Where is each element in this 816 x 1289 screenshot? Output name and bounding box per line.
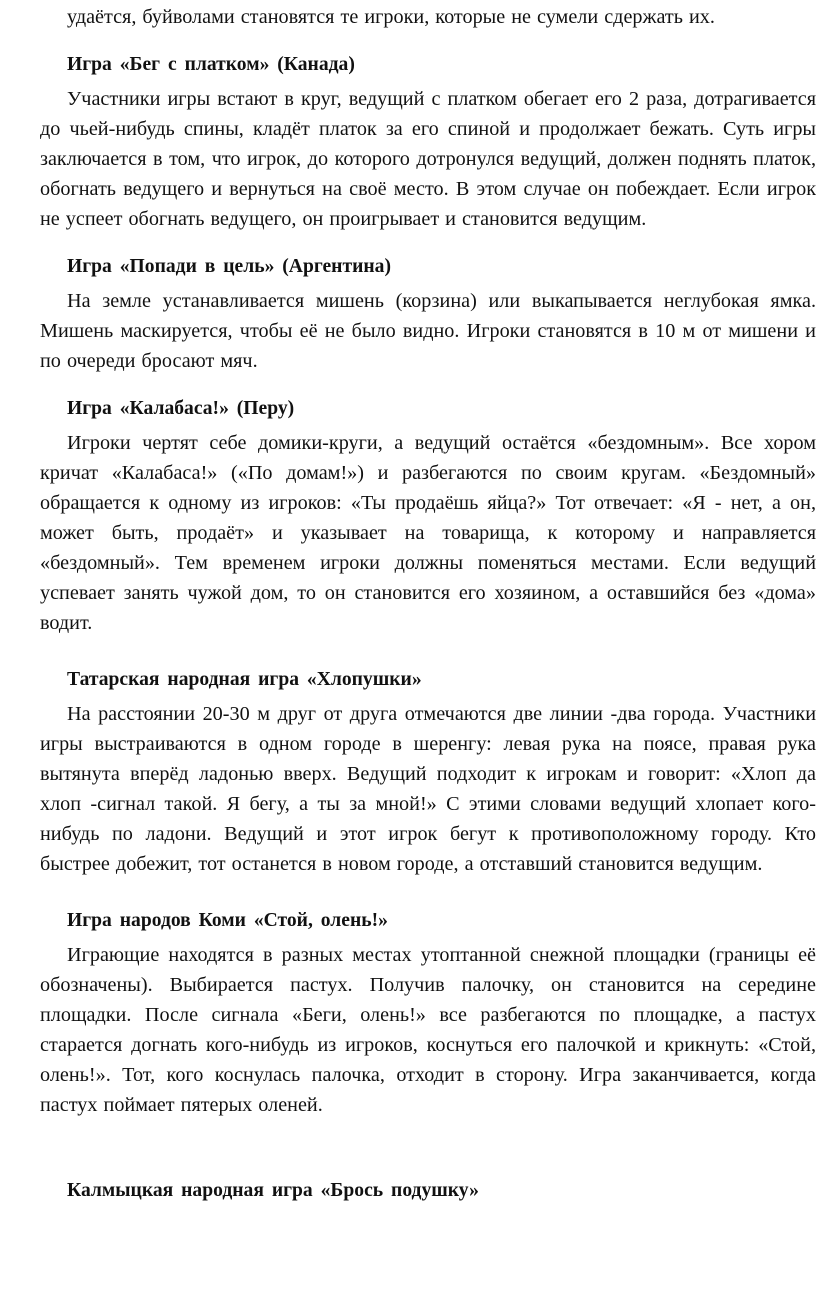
section-paragraph: Игроки чертят себе домики-круги, а ведущий остаётся «бездомным». Все хором кричат «Калабаса!» («По домам!») и разбегаются по своим кругам. «Бездомный» обращается к одному из игроков: «Ты продаёшь яйца?» Тот отвечает: «Я - нет, а он, может быть, продаёт» и указывает на товарища, к которому и направляется «бездомный». Тем временем игроки должны поменяться местами. Если ведущий успевает занять чужой дом, то он становится его хозяином, а оставшийся без «дома» водит.	[40, 432, 816, 634]
intro-paragraph: удаётся, буйволами становятся те игроки, которые не сумели сдержать их.	[67, 6, 715, 28]
section-stop-deer	[40, 906, 816, 1120]
section-paragraph: Играющие находятся в разных местах утоптанной снежной площадки (границы её обозначены). Выбирается пастух. Получив палочку, он становится на середине площадки. После сигнала «Беги, олень!» все разбегаются по площадке, а пастух старается догнать кого-нибудь из игроков, коснуться его палочкой и крикнуть: «Стой, олень!». Тот, кого коснулась палочка, отходит в сторону. Игра заканчивается, когда пастух поймает пятерых оленей.	[40, 944, 816, 1116]
section-heading: Татарская народная игра «Хлопушки»	[67, 669, 422, 690]
section-heading: Калмыцкая народная игра «Брось подушку»	[67, 1180, 479, 1201]
section-handkerchief-run	[40, 50, 816, 234]
section-heading: Игра народов Коми «Стой, олень!»	[67, 910, 388, 931]
section-paragraph: На расстоянии 20-30 м друг от друга отмечаются две линии -два города. Участники игры выстраиваются в одном городе в шеренгу: левая рука на поясе, правая рука вытянута вперёд ладонью вверх. Ведущий подходит к игрокам и говорит: «Хлоп да хлоп -сигнал такой. Я бегу, а ты за мной!» С этими словами ведущий хлопает кого-нибудь по ладони. Ведущий и этот игрок бегут к противоположному городу. Кто быстрее добежит, тот останется в новом городе, а отставший становится ведущим.	[40, 703, 816, 875]
section-paragraph: Участники игры встают в круг, ведущий с платком обегает его 2 раза, дотрагивается до чьей-нибудь спины, кладёт платок за его спиной и продолжает бежать. Суть игры заключается в том, что игрок, до которого дотронулся ведущий, должен поднять платок, обогнать ведущего и вернуться на своё место. В этом случае он побеждает. Если игрок не успеет обогнать ведущего, он проигрывает и становится ведущим.	[40, 88, 816, 230]
section-clappers	[40, 665, 816, 879]
section-hit-target	[40, 252, 816, 376]
section-heading: Игра «Бег с платком» (Канада)	[67, 54, 355, 75]
section-throw-pillow	[40, 1176, 816, 1206]
section-heading: Игра «Попади в цель» (Аргентина)	[67, 256, 391, 277]
section-heading: Игра «Калабаса!» (Перу)	[67, 398, 295, 419]
section-calabasa	[40, 394, 816, 638]
section-paragraph: На земле устанавливается мишень (корзина) или выкапывается неглубокая ямка. Мишень маскируется, чтобы её не было видно. Игроки становятся в 10 м от мишени и по очереди бросают мяч.	[40, 290, 816, 372]
document-page	[40, 0, 816, 1206]
